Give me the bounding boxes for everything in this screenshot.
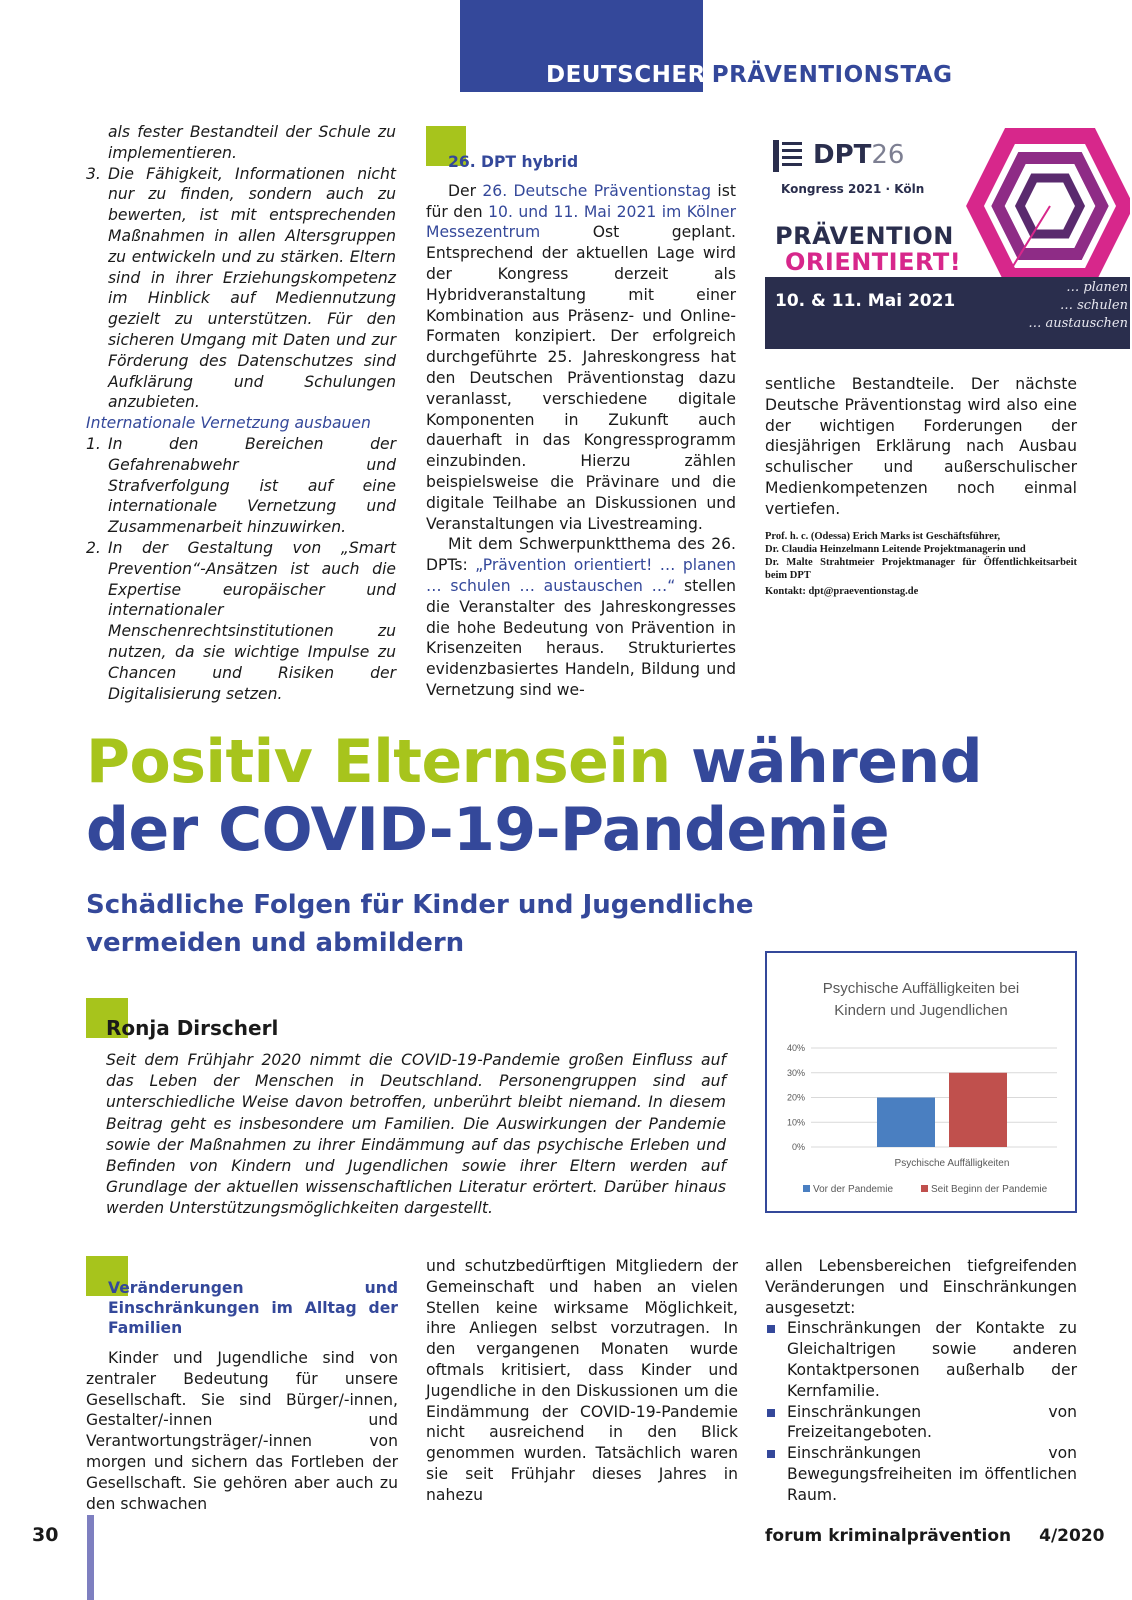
slogan-line: … austauschen	[1028, 316, 1128, 331]
legend-swatch	[921, 1185, 928, 1192]
bar-vor-der-pandemie	[877, 1098, 935, 1148]
list-number: 3.	[86, 164, 101, 183]
bar-chart	[767, 953, 1075, 1211]
section-header	[546, 62, 953, 88]
legend-label: Seit Beginn der Pandemie	[931, 1184, 1048, 1195]
chart-title-line-1: Psychische Auffälligkeiten bei	[822, 980, 1020, 997]
slogan-line: … planen	[1066, 280, 1128, 295]
list-item: In den Bereichen der Gefahrenabwehr und Strafverfolgung ist auf eine internationale Vernetzung und Zusammenarbeit hinzuwirken.	[108, 434, 396, 537]
legend-swatch	[803, 1185, 810, 1192]
y-tick-label: 40%	[786, 1043, 805, 1053]
body-column-1	[86, 1278, 398, 1514]
body-column-3	[765, 1256, 1077, 1506]
header-word-2: PRÄVENTIONSTAG	[711, 62, 953, 88]
text: Kinder und Jugendliche sind von zentraler Bedeutung für unsere Gesellschaft. Sie sind Bürger/-innen, Gestalter/-innen und Verantwortungsträger/-innen von morgen und sichern das Fortleben der Gesellschaft. Sie gehören aber auch zu den schwachen	[86, 1349, 398, 1513]
event-date-place: 10. und 11. Mai 2021 im Kölner Messezentrum	[426, 202, 737, 242]
y-tick-label: 30%	[786, 1067, 805, 1078]
title-blue-1: während	[670, 727, 983, 797]
top-column-3	[765, 374, 1077, 598]
top-column-2	[426, 152, 736, 701]
logo-number: 26	[871, 140, 905, 170]
subheading-international: Internationale Vernetzung ausbauen	[86, 414, 371, 433]
contact-email[interactable]: Kontakt: dpt@praeventionstag.de	[765, 585, 919, 597]
article-abstract: Seit dem Frühjahr 2020 nimmt die COVID-19-Pandemie großen Einfluss auf das Leben der Menschen in Deutschland. Personengruppen sind auf unterschiedliche Weise davon betroffen, unberührt bleibt niemand. In diesem Beitrag geht es insbesondere um Familien. Die Auswirkungen der Pandemie sowie der Maßnahmen zu ihrer Eindämmung auf das psychische Erleben und Befinden von Kindern und Jugendlichen sowie ihrer Eltern werden auf Grundlage der aktuellen wissenschaftlichen Literatur erörtert. Darüber hinaus werden Unterstützungsmöglichkeiten dargestellt.	[106, 1051, 726, 1218]
journal-footer	[765, 1526, 1105, 1546]
author-note: Prof. h. c. (Odessa) Erich Marks ist Geschäftsführer,	[765, 530, 1001, 542]
bullet-item	[765, 1402, 1077, 1444]
text: Ost geplant. Entsprechend der aktuellen Lage wird der Kongress derzeit als Hybridveranstaltung mit einer Kombination aus Präsenz- und Online-Formaten konzipiert. Der erfolgreich durchgeführte 25. Jahreskongress hat den Deutschen Präventionstag dazu veranlasst, verschiedene digitale Komponenten in Zukunft auch dauerhaft in das Kongressprogramm einzubinden. Hierzu zählen beispielsweise die Prävinare und die digitale Teilhabe an Diskussionen und Veranstaltungen via Livestreaming.	[426, 223, 736, 533]
y-tick-label: 20%	[786, 1092, 805, 1103]
bullet-text: Einschränkungen von Freizeitangeboten.	[787, 1402, 1077, 1442]
bullet-text: Einschränkungen der Kontakte zu Gleichaltrigen sowie anderen Kontaktpersonen außerhalb der Kernfamilie.	[787, 1319, 1077, 1400]
chart-legend	[803, 1184, 1048, 1195]
legend-label: Vor der Pandemie	[813, 1184, 894, 1195]
chart-box	[765, 951, 1077, 1213]
banner-line-1: PRÄVENTION	[775, 222, 954, 250]
motto: „Prävention orientiert! … planen … schulen … austauschen …“	[426, 556, 736, 595]
author-notes	[765, 530, 1077, 598]
subtitle-line: vermeiden und abmildern	[86, 928, 465, 958]
banner-date: 10. & 11. Mai 2021	[775, 291, 956, 311]
slogan-line: … schulen	[1059, 298, 1128, 313]
y-tick-label: 0%	[791, 1142, 805, 1152]
bullet-item	[765, 1318, 1077, 1401]
chart-bars	[877, 1073, 1007, 1147]
journal-issue: 4/2020	[1039, 1526, 1105, 1546]
bullet-text: Einschränkungen von Bewegungsfreiheiten im öffentlichen Raum.	[787, 1444, 1077, 1504]
banner-slogan	[1010, 279, 1128, 333]
article-subtitle	[86, 886, 754, 962]
text: Mit dem Schwerpunktthema des 26. DPTs:	[426, 535, 736, 575]
text: sentliche Bestandteile. Der nächste Deutsche Präventionstag wird also eine der wichtigen Forderungen der diesjährigen Erklärung nach Ausbau schulischer und außerschulischer Medienkompetenzen noch einmal vertiefen.	[765, 375, 1077, 518]
chart-x-label: Psychische Auffälligkeiten	[894, 1158, 1010, 1169]
header-word-1: DEUTSCHER	[546, 62, 706, 88]
list-item: In der Gestaltung von „Smart Prevention“-Ansätzen ist auch die Expertise europäischer und internationaler Menschenrechtsinstitutionen zu nutzen, da sie wichtige Impulse zu Chancen und Risiken der Digitalisierung setzen.	[108, 538, 396, 703]
kongress-label: Kongress 2021 · Köln	[781, 182, 925, 196]
text: stellen die Veranstalter des Jahreskongresses die hohe Bedeutung von Prävention in Krisenzeiten heraus. Strukturiertes evidenzbasiertes Handeln, Bildung und Vernetzung sind we-	[426, 576, 736, 699]
chart-y-ticks	[787, 1043, 805, 1152]
list-item-cont: als fester Bestandteil der Schule zu implementieren.	[108, 123, 396, 162]
footer-bar	[87, 1515, 94, 1600]
top-column-1	[86, 122, 396, 704]
bar-seit-beginn-der-pandemie	[949, 1073, 1007, 1147]
body-column-2	[426, 1256, 738, 1506]
banner-line-2: ORIENTIERT!	[785, 248, 962, 276]
article-title	[86, 728, 982, 864]
text: Der	[448, 181, 483, 200]
section-heading: Veränderungen und Einschränkungen im Alltag der Familien	[108, 1279, 398, 1337]
author-name: Ronja Dirscherl	[106, 1016, 279, 1040]
subtitle-line: Schädliche Folgen für Kinder und Jugendliche	[86, 890, 754, 920]
dpt-hybrid-heading: 26. DPT hybrid	[448, 153, 579, 171]
journal-name: forum kriminalprävention	[765, 1526, 1012, 1546]
author-note: Dr. Claudia Heinzelmann Leitende Projektmanagerin und	[765, 543, 1026, 555]
bullet-item	[765, 1443, 1077, 1505]
title-green: Positiv Elternsein	[86, 727, 671, 797]
list-item: Die Fähigkeit, Informationen nicht nur zu finden, sondern auch zu bewerten, ist mit entsprechenden Maßnahmen in allen Altersgruppen zu entwickeln und zu stärken. Eltern sind in ihrer Erziehungskompetenz im Hinblick auf Mediennutzung gezielt zu unterstützen. Für den sicheren Umgang mit Daten und zur Förderung des Datenschutzes sind Aufklärung und Schulungen anzubieten.	[108, 164, 396, 412]
list-number: 2.	[86, 538, 101, 557]
y-tick-label: 10%	[786, 1117, 805, 1128]
logo-text: DPT	[813, 140, 872, 170]
text: allen Lebensbereichen tiefgreifenden Veränderungen und Einschränkungen ausgesetzt:	[765, 1257, 1077, 1317]
text: ist für den	[426, 181, 736, 221]
dpt26-banner	[765, 126, 1130, 349]
title-blue-2: der COVID-19-Pandemie	[86, 795, 890, 865]
page-number: 30	[32, 1524, 59, 1546]
dpt-logo	[813, 140, 904, 170]
link-dpt[interactable]: 26. Deutsche Präventionstag	[482, 181, 712, 200]
text: und schutzbedürftigen Mitgliedern der Gemeinschaft und haben an vielen Stellen keine wirksame Möglichkeit, ihre Anliegen selbst vorzutragen. In den vergangenen Monaten wurde oftmals kritisiert, dass Kinder und Jugendliche in den Diskussionen um die Eindämmung der COVID-19-Pandemie nicht ausreichend in den Blick genommen wurden. Tatsächlich waren sie seit Frühjahr dieses Jahres in nahezu	[426, 1257, 738, 1504]
author-note: Dr. Malte Strahtmeier Projektmanager für Öffentlichkeitsarbeit beim DPT	[765, 556, 1077, 581]
chart-title-line-2: Kindern und Jugendlichen	[834, 1002, 1008, 1019]
list-number: 1.	[86, 434, 101, 453]
